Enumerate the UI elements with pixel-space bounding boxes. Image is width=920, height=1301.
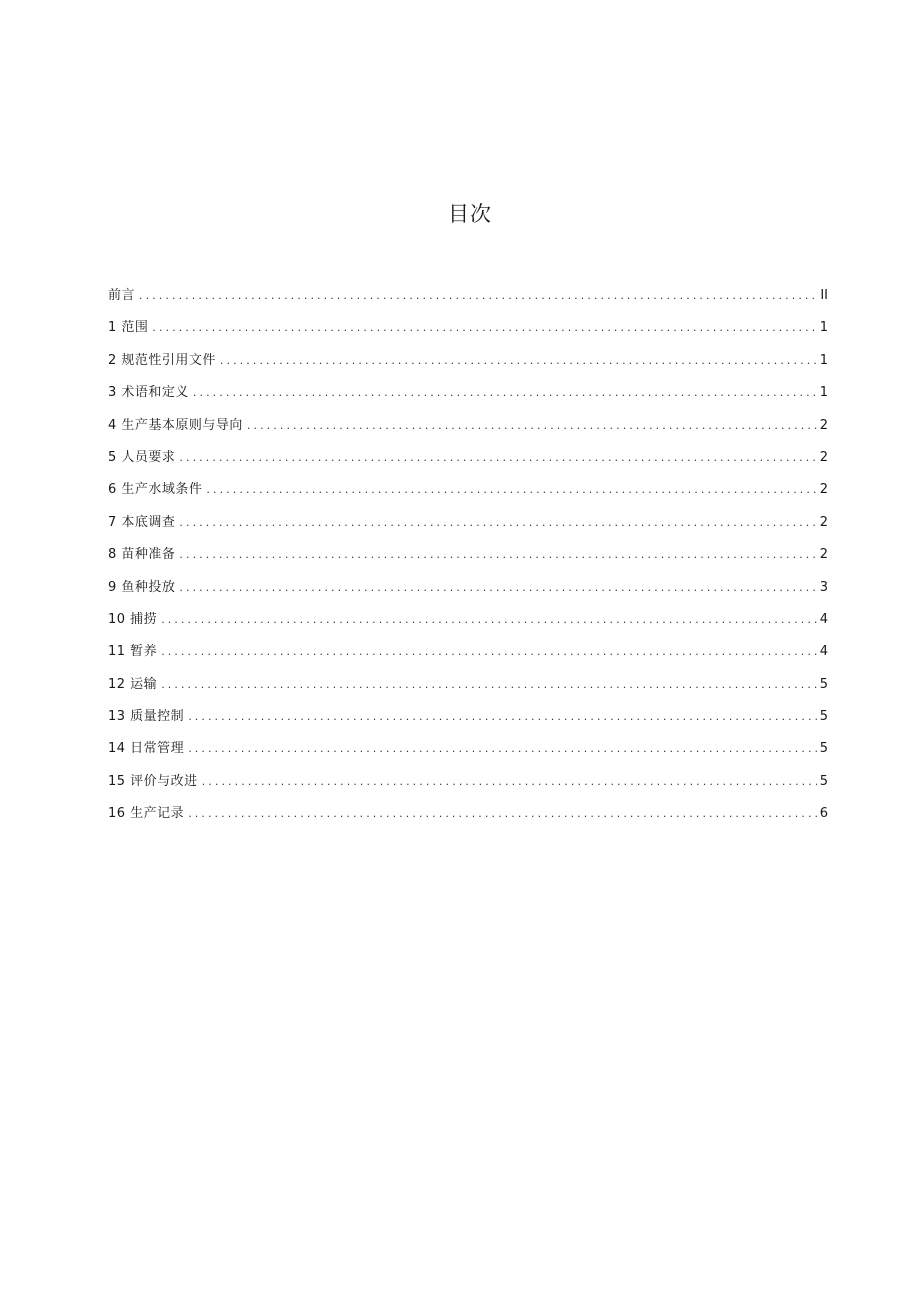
toc-page-number: 5	[819, 676, 828, 692]
toc-page-number: 6	[819, 806, 828, 822]
toc-page-number: 2	[819, 449, 828, 465]
toc-dot-leader	[179, 578, 816, 598]
toc-dot-leader	[193, 383, 817, 403]
toc-entry-label: 7 本底调查	[108, 514, 176, 530]
toc-dot-leader	[188, 707, 817, 727]
toc-entry-label: 9 鱼种投放	[108, 579, 176, 595]
toc-page-number: 2	[819, 482, 828, 498]
toc-dot-leader	[179, 448, 816, 468]
toc-page-number: 3	[819, 579, 828, 595]
toc-entry-2[interactable]	[108, 351, 828, 383]
toc-entry-label: 2 规范性引用文件	[108, 352, 216, 368]
toc-dot-leader	[139, 286, 817, 306]
toc-page-number: 1	[819, 320, 828, 336]
toc-page-number: II	[820, 288, 828, 303]
table-of-contents	[108, 286, 828, 837]
toc-page-number: 2	[819, 547, 828, 563]
toc-dot-leader	[188, 804, 817, 824]
toc-entry-label: 8 苗种准备	[108, 547, 176, 563]
toc-entry-label: 1 范围	[108, 320, 149, 336]
toc-entry-15[interactable]	[108, 772, 828, 804]
toc-dot-leader	[220, 351, 817, 371]
toc-dot-leader	[188, 739, 817, 759]
toc-page-number: 1	[819, 385, 828, 401]
toc-entry-8[interactable]	[108, 545, 828, 577]
toc-entry-label: 15 评价与改进	[108, 773, 198, 789]
toc-page-number: 4	[819, 644, 828, 660]
toc-entry-label: 5 人员要求	[108, 449, 176, 465]
toc-entry-16[interactable]	[108, 804, 828, 836]
toc-entry-5[interactable]	[108, 448, 828, 480]
toc-entry-label: 14 日常管理	[108, 741, 185, 757]
page-title: 目次	[448, 202, 492, 226]
toc-entry-label: 6 生产水域条件	[108, 482, 203, 498]
toc-page-number: 1	[819, 352, 828, 368]
toc-entry-label: 13 质量控制	[108, 709, 185, 725]
toc-entry-label: 4 生产基本原则与导向	[108, 417, 243, 433]
toc-dot-leader	[247, 416, 817, 436]
toc-dot-leader	[202, 772, 817, 792]
toc-entry-10[interactable]	[108, 610, 828, 642]
toc-dot-leader	[152, 318, 816, 338]
toc-entry-label: 11 暂养	[108, 644, 158, 660]
toc-entry-9[interactable]	[108, 578, 828, 610]
toc-dot-leader	[161, 675, 817, 695]
toc-entry-label: 10 捕捞	[108, 611, 158, 627]
toc-entry-14[interactable]	[108, 739, 828, 771]
toc-dot-leader	[179, 545, 816, 565]
toc-entry-label: 12 运输	[108, 676, 158, 692]
toc-entry-1[interactable]	[108, 318, 828, 350]
toc-page-number: 2	[819, 514, 828, 530]
toc-entry-7[interactable]	[108, 513, 828, 545]
toc-dot-leader	[161, 642, 817, 662]
toc-dot-leader	[206, 480, 816, 500]
toc-page-number: 4	[819, 611, 828, 627]
toc-entry-4[interactable]	[108, 416, 828, 448]
toc-page-number: 5	[819, 709, 828, 725]
toc-entry-6[interactable]	[108, 480, 828, 512]
toc-page-number: 2	[819, 417, 828, 433]
toc-page-number: 5	[819, 741, 828, 757]
toc-entry-label: 3 术语和定义	[108, 385, 189, 401]
toc-page-number: 5	[819, 773, 828, 789]
toc-entry-3[interactable]	[108, 383, 828, 415]
toc-entry-foreword[interactable]	[108, 286, 828, 318]
toc-entry-13[interactable]	[108, 707, 828, 739]
toc-entry-11[interactable]	[108, 642, 828, 674]
toc-dot-leader	[161, 610, 817, 630]
toc-entry-label: 16 生产记录	[108, 806, 185, 822]
toc-dot-leader	[179, 513, 816, 533]
toc-entry-12[interactable]	[108, 675, 828, 707]
toc-entry-label: 前言	[108, 288, 136, 303]
